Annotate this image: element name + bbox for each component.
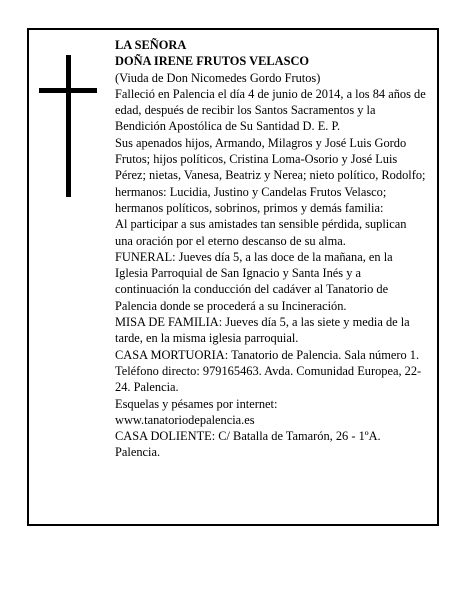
family-mass-paragraph: MISA DE FAMILIA: Jueves día 5, a las siete y media de la tarde, en la misma iglesia parroquial. — [115, 315, 410, 346]
death-paragraph: Falleció en Palencia el día 4 de junio de 2014, a los 84 años de edad, después de recibir los Santos Sacramentos y la Bendición Apostólica de Su Santidad D. E. P. — [115, 86, 426, 134]
family-home-paragraph: CASA DOLIENTE: C/ Batalla de Tamarón, 26 - 1ºA. Palencia. — [115, 429, 381, 460]
mortuary-paragraph: CASA MORTUORIA: Tanatorio de Palencia. Sala número 1. Teléfono directo: 979165463. Avda. Comunidad Europea, 22-24. Palencia. — [115, 347, 422, 395]
internet-note: Esquelas y pésames por internet: — [115, 396, 278, 411]
deceased-name: DOÑA IRENE FRUTOS VELASCO — [115, 54, 310, 69]
title-line-1: LA SEÑORA — [115, 38, 187, 52]
cross-icon — [39, 55, 97, 197]
obituary-text — [115, 37, 427, 461]
family-paragraph: Sus apenados hijos, Armando, Milagros y José Luis Gordo Frutos; hijos políticos, Cristina Loma-Osorio y José Luis Pérez; nietas, Vanesa, Beatriz y Nerea; nieto político, Rodolfo; hermanos: Lucidia, Justino y Candelas Frutos Velasco; hermanos políticos, sobrinos, primos y demás familia: — [115, 135, 426, 215]
funeral-paragraph: FUNERAL: Jueves día 5, a las doce de la mañana, en la Iglesia Parroquial de San Ignacio y Santa Inés y a continuación la conducción del cadáver al Tanatorio de Palencia donde se procederá a su Incineración. — [115, 249, 393, 313]
widow-note: (Viuda de Don Nicomedes Gordo Frutos) — [115, 70, 321, 85]
prayer-paragraph: Al participar a sus amistades tan sensible pérdida, suplican una oración por el eterno descanso de su alma. — [115, 217, 407, 248]
website-link[interactable]: www.tanatoriodepalencia.es — [115, 412, 255, 427]
